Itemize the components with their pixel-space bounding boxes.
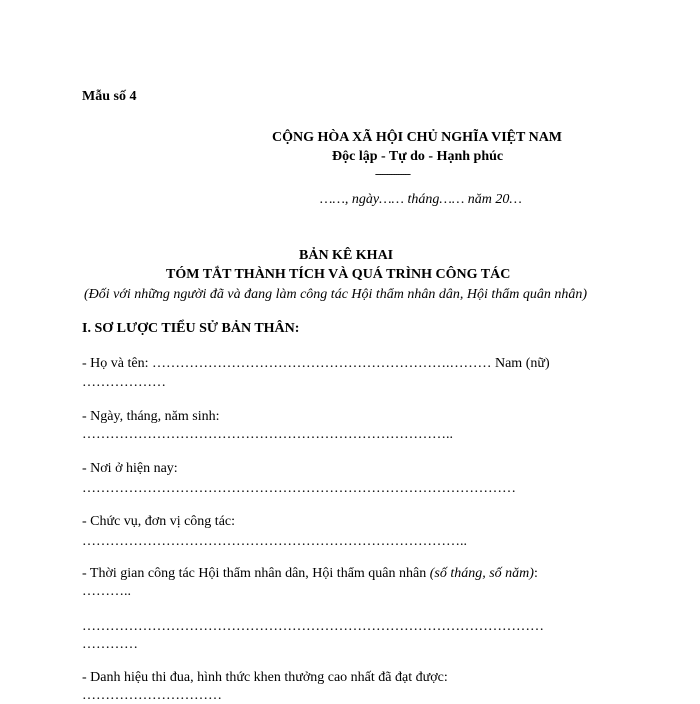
tenure-label-italic: (số tháng, số năm) [429, 566, 534, 581]
title-line-2: TÓM TẮT THÀNH TÍCH VÀ QUÁ TRÌNH CÔNG TÁC [166, 267, 511, 282]
tenure-field-dots: ……………………………………………………………………………………… [82, 619, 544, 634]
form-number: Mẫu số 4 [82, 89, 137, 104]
tenure-field-continuation: ……….. [82, 584, 131, 599]
award-field-label: - Danh hiệu thi đua, hình thức khen thưởng cao nhất đã đạt được: [82, 670, 448, 685]
tenure-field-dots-2: ………… [82, 637, 138, 652]
name-field-label: - Họ và tên: ……………………………………………………….……… Nam (nữ) [82, 356, 550, 371]
residence-field-label: - Nơi ở hiện nay: [82, 461, 178, 476]
name-field-continuation: ……………… [82, 375, 166, 390]
tenure-label-main: - Thời gian công tác Hội thẩm nhân dân, Hội thẩm quân nhân [82, 566, 430, 581]
dob-field-label: - Ngày, tháng, năm sinh: [82, 409, 220, 424]
date-line: ……, ngày…… tháng…… năm 20… [320, 192, 522, 207]
position-field-label: - Chức vụ, đơn vị công tác: [82, 514, 236, 529]
section-heading: I. SƠ LƯỢC TIỂU SỬ BẢN THÂN: [82, 321, 300, 336]
tenure-label-end: : [533, 566, 538, 581]
title-subtitle: (Đối với những người đã và đang làm công tác Hội thẩm nhân dân, Hội thẩm quân nhân) [84, 287, 588, 302]
position-field-dots: ……………………………………………………………………….. [82, 534, 467, 549]
award-field-dots: ………………………… [82, 688, 222, 703]
country-name: CỘNG HÒA XÃ HỘI CHỦ NGHĨA VIỆT NAM [272, 130, 563, 145]
title-line-1: BẢN KÊ KHAI [299, 248, 394, 263]
residence-field-dots: ………………………………………………………………………………… [82, 481, 516, 496]
header-divider: --------------- [375, 169, 410, 180]
dob-field-dots: …………………………………………………………………….. [82, 427, 453, 442]
motto: Độc lập - Tự do - Hạnh phúc [332, 149, 504, 164]
tenure-field-label [82, 566, 538, 582]
